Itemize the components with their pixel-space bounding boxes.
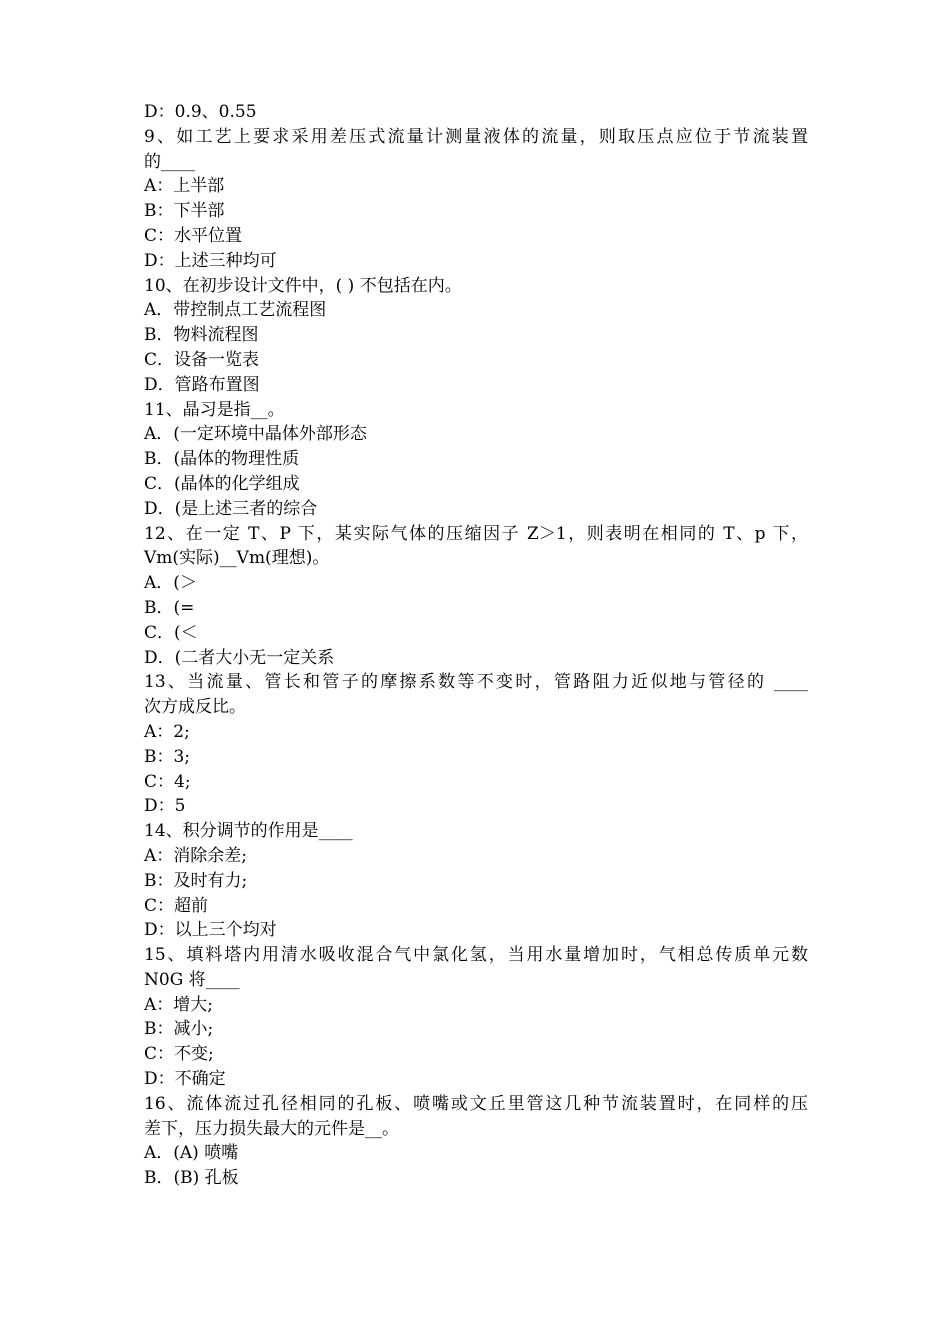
option-c: C：水平位置: [144, 225, 243, 246]
option-a: A：消除余差;: [144, 845, 248, 866]
option-b: B：3;: [144, 746, 191, 767]
option-a: A．(一定环境中晶体外部形态: [144, 424, 367, 445]
option-a: A．(＞: [144, 573, 197, 594]
option-d: D．管路布置图: [144, 374, 260, 395]
option-a: A：增大;: [144, 994, 214, 1015]
option-c: C．设备一览表: [144, 349, 260, 370]
option-c: C：超前: [144, 895, 209, 916]
option-b: B：下半部: [144, 201, 225, 222]
question-12-text: 12、在一定 T、P 下，某实际气体的压缩因子 Z＞1，则表明在相同的 T、p 下，: [144, 523, 808, 544]
option-c: C．(晶体的化学组成: [144, 473, 300, 494]
option-c: C：4;: [144, 771, 191, 792]
option-c: C．(＜: [144, 622, 198, 643]
option-d: D．(二者大小无一定关系: [144, 647, 335, 668]
option-b: B．(=: [144, 597, 195, 618]
option-d: D：以上三个均对: [144, 920, 277, 941]
text-line: 的____: [144, 151, 195, 172]
text-line: D：0.9、0.55: [144, 102, 257, 122]
option-a: A．(A) 喷嘴: [144, 1143, 239, 1164]
option-b: B．(晶体的物理性质: [144, 449, 300, 470]
option-a: A．带控制点工艺流程图: [144, 300, 327, 321]
text-line: 差下，压力损失最大的元件是__。: [144, 1118, 399, 1139]
option-a: A：2;: [144, 721, 190, 742]
question-13-text: 13、当流量、管长和管子的摩擦系数等不变时，管路阻力近似地与管径的 ____: [144, 672, 808, 693]
option-d: D．(是上述三者的综合: [144, 498, 318, 519]
option-b: B．(B) 孔板: [144, 1168, 239, 1189]
text-line: 次方成反比。: [144, 697, 246, 718]
option-b: B：及时有力;: [144, 870, 248, 891]
text-line: N0G 将____: [144, 969, 240, 990]
option-c: C：不变;: [144, 1044, 214, 1065]
option-d: D：不确定: [144, 1069, 226, 1090]
question-9-text: 9、如工艺上要求采用差压式流量计测量液体的流量，则取压点应位于节流装置: [144, 126, 808, 147]
option-b: B：减小;: [144, 1019, 214, 1040]
document-page: [144, 100, 808, 1191]
option-d: D：上述三种均可: [144, 250, 277, 271]
question-16-text: 16、流体流过孔径相同的孔板、喷嘴或文丘里管这几种节流装置时，在同样的压: [144, 1093, 808, 1114]
option-d: D：5: [144, 796, 186, 817]
option-b: B．物料流程图: [144, 325, 259, 346]
question-10-text: 10、在初步设计文件中，( ) 不包括在内。: [144, 275, 462, 296]
question-14-text: 14、积分调节的作用是____: [144, 821, 353, 842]
text-line: Vm(实际)__Vm(理想)。: [144, 548, 330, 569]
option-a: A：上半部: [144, 176, 225, 197]
question-11-text: 11、晶习是指__。: [144, 399, 285, 420]
question-15-text: 15、填料塔内用清水吸收混合气中氯化氢，当用水量增加时，气相总传质单元数: [144, 945, 808, 966]
